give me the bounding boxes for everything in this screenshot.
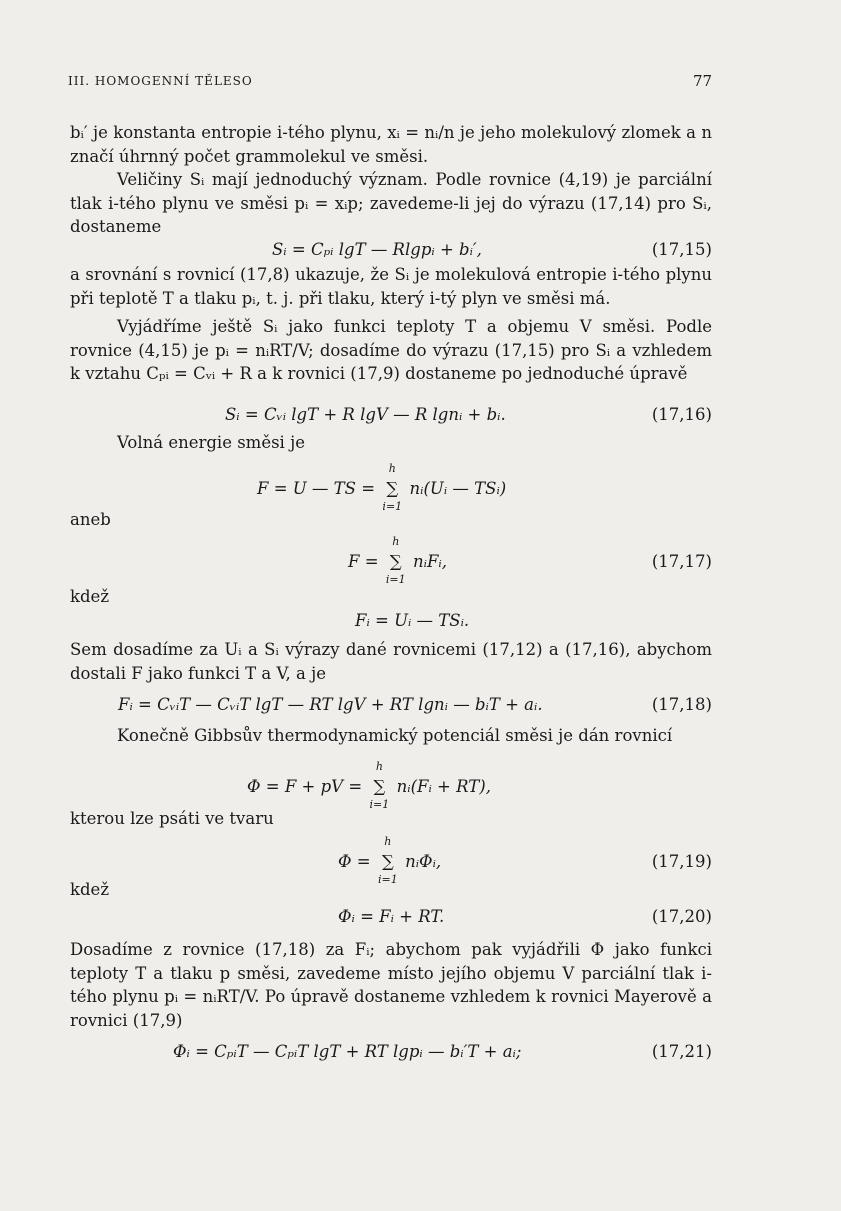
equation-formula: Sᵢ = Cₚᵢ lgT — Rlgpᵢ + bᵢ′, [272,240,482,259]
equation-free-energy [70,462,712,513]
sum-lower-limit: i=1 [385,573,406,586]
formula-right: nᵢ(Uᵢ — TSᵢ) [409,479,507,498]
sum-lower-limit: i=1 [377,873,398,886]
sum-upper-limit: h [388,462,396,475]
formula-right: nᵢFᵢ, [413,552,447,571]
paragraph-7: Konečně Gibbsův thermodynamický potenciál směsi je dán rovnicí [117,726,673,745]
formula-right: nᵢΦᵢ, [405,852,442,871]
equation-formula: Fᵢ = CᵥᵢT — CᵥᵢT lgT — RT lgV + RT lgnᵢ — bᵢT + aᵢ. [118,695,543,714]
equation-formula: Fᵢ = Uᵢ — TSᵢ. [355,611,470,630]
sum-upper-limit: h [384,835,392,848]
summation-sign [380,462,404,513]
equation-17-21 [70,1040,712,1064]
formula-left: Φ = F + pV = [247,777,368,796]
equation-gibbs [70,760,712,811]
sum-lower-limit: i=1 [382,500,403,513]
word-kdez: kdež [70,587,110,606]
sum-lower-limit: i=1 [369,798,390,811]
formula-right: nᵢ(Fᵢ + RT), [396,777,491,796]
word-aneb: aneb [70,510,111,529]
equation-number: (17,18) [651,695,712,714]
summation-sign [376,835,400,886]
equation-number: (17,17) [651,552,712,571]
paragraph-3: a srovnání s rovnicí (17,8) ukazuje, že Sᵢ je molekulová entropie i-tého plynu při teplotě T a tlaku pᵢ, t. j. při tlaku, který i-tý plyn ve směsi má. [70,265,712,308]
sum-symbol: ∑ [373,777,386,796]
formula-left: F = [348,552,384,571]
running-header: III. HOMOGENNÍ TĚLESO [68,74,253,88]
equation-formula: Φᵢ = Fᵢ + RT. [338,907,445,926]
formula-left: F = U — TS = [257,479,381,498]
equation-formula: Φᵢ = CₚᵢT — CₚᵢT lgT + RT lgpᵢ — bᵢ′T + aᵢ; [173,1042,522,1061]
equation-17-15 [70,238,712,262]
paragraph-1: bᵢ′ je konstanta entropie i-tého plynu, xᵢ = nᵢ/n je jeho molekulový zlomek a n značí úhrnný počet grammolekul ve směsi. [70,123,712,166]
formula-left: Φ = [338,852,376,871]
word-kterou: kterou lze psáti ve tvaru [70,809,274,828]
paragraph-4: Vyjádříme ještě Sᵢ jako funkci teploty T a objemu V směsi. Podle rovnice (4,15) je pᵢ = nᵢRT/V; dosadíme do výrazu (17,15) pro Sᵢ a vzhledem k vztahu Cₚᵢ = Cᵥᵢ + R a k rovnici (17,9) dostaneme po jednoduché úpravě [70,317,712,383]
paragraph-5: Volná energie směsi je [117,433,305,452]
equation-17-17 [70,535,712,586]
summation-sign [367,760,391,811]
paragraph-6: Sem dosadíme za Uᵢ a Sᵢ výrazy dané rovnicemi (17,12) a (17,16), abychom dostali F jako funkci T a V, a je [70,640,712,683]
sum-symbol: ∑ [381,852,394,871]
equation-number: (17,16) [651,405,712,424]
equation-number: (17,19) [651,852,712,871]
sum-upper-limit: h [392,535,400,548]
equation-number: (17,20) [651,907,712,926]
equation-number: (17,21) [651,1042,712,1061]
equation-formula: Sᵢ = Cᵥᵢ lgT + R lgV — R lgnᵢ + bᵢ. [225,405,506,424]
paragraph-8: Dosadíme z rovnice (17,18) za Fᵢ; abychom pak vyjádřili Φ jako funkci teploty T a tlaku p směsi, zavedeme místo jejího objemu V parciální tlak i-tého plynu pᵢ = nᵢRT/V. Po úpravě dostaneme vzhledem k rovnici Mayerově a rovnici (17,9) [70,940,712,1030]
summation-sign [384,535,408,586]
equation-fi [70,609,712,633]
sum-symbol: ∑ [386,479,399,498]
sum-upper-limit: h [375,760,383,773]
equation-17-19 [70,835,712,886]
equation-17-20 [70,905,712,929]
word-kdez: kdež [70,880,110,899]
equation-17-16 [70,403,712,427]
paragraph-2: Veličiny Sᵢ mají jednoduchý význam. Podle rovnice (4,19) je parciální tlak i-tého plynu ve směsi pᵢ = xᵢp; zavedeme-li jej do výrazu (17,14) pro Sᵢ, dostaneme [70,170,712,236]
equation-17-18 [70,693,712,717]
equation-number: (17,15) [651,240,712,259]
sum-symbol: ∑ [389,552,402,571]
page-number: 77 [693,72,713,90]
